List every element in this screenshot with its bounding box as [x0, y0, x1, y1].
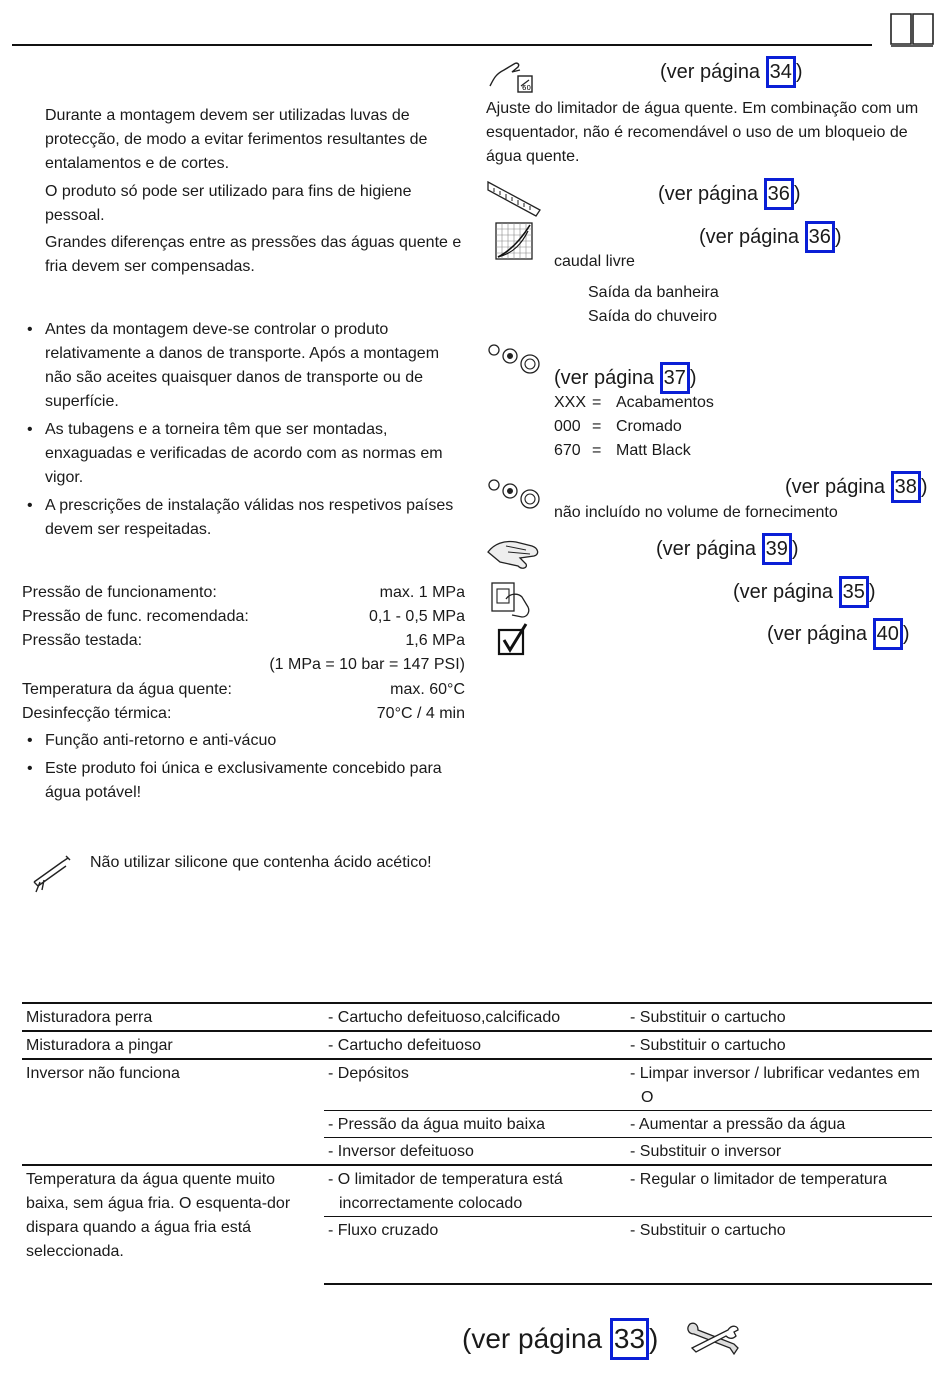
spec-label: Pressão de funcionamento: [22, 584, 217, 601]
page-number-link[interactable]: 35 [839, 576, 869, 608]
silicone-warning: Não utilizar silicone que contenha ácido acético! [90, 854, 432, 871]
hand-button-icon [488, 577, 536, 619]
finish-code-row: XXX = Acabamentos [554, 394, 714, 411]
table-row [22, 1059, 932, 1111]
spec-bullet: • Função anti-retorno e anti-vácuo [45, 729, 465, 753]
page-reference: (ver página 35 ) [733, 576, 876, 608]
spec-row [22, 605, 465, 629]
table-row [22, 1003, 932, 1031]
flow-diagram-icon [494, 221, 534, 261]
assembly-bullet: • A prescrições de instalação válidas nos respetivos países devem ser respeitadas. [45, 494, 465, 542]
spec-row [22, 581, 465, 605]
remedy-cell: - Substituir o cartucho [626, 1003, 932, 1031]
checkbox-icon [496, 622, 530, 658]
header-rule [12, 44, 872, 46]
flow-item: Saída do chuveiro [588, 308, 717, 325]
troubleshooting-table [22, 1002, 932, 1285]
remedy-cell: - Regular o limitador de temperatura [626, 1165, 932, 1217]
cause-cell: - Fluxo cruzado [324, 1217, 626, 1285]
assembly-bullet: • As tubagens e a torneira têm que ser montadas, enxaguadas e verificadas de acordo com as normas em vigor. [45, 418, 465, 490]
spec-value: max. 60°C [390, 681, 465, 698]
page-number-link[interactable]: 34 [766, 56, 796, 88]
spec-value: 0,1 - 0,5 MPa [368, 608, 465, 625]
flow-title: caudal livre [554, 253, 635, 270]
page-number-link[interactable]: 40 [873, 618, 903, 650]
remedy-cell: - Substituir o cartucho [626, 1217, 932, 1285]
spec-value: 70°C / 4 min [376, 705, 465, 722]
page-number-link[interactable]: 36 [764, 178, 794, 210]
limiter-description: Ajuste do limitador de água quente. Em combinação com um esquentador, não é recomendável o uso de um bloqueio de água quente. [486, 100, 919, 165]
safety-paragraph: Grandes diferenças entre as pressões das águas quente e fria devem ser compensadas. [45, 234, 462, 275]
finish-code-row: 000 = Cromado [554, 418, 682, 435]
spec-bullet: • Este produto foi única e exclusivamente concebido para água potável! [45, 757, 465, 805]
safety-paragraph: O produto só pode ser utilizado para fins de higiene pessoal. [45, 183, 412, 224]
safety-paragraph: Durante a montagem devem ser utilizadas luvas de protecção, de modo a evitar ferimentos resultantes de entalamentos e de cortes. [45, 107, 428, 172]
page-reference: (ver página 37 ) [554, 362, 697, 394]
spec-row [22, 678, 465, 702]
pressure-conversion-note: (1 MPa = 10 bar = 147 PSI) [269, 656, 465, 673]
remedy-cell: - Aumentar a pressão da água [626, 1111, 932, 1138]
page-reference: (ver página 36 ) [658, 178, 801, 210]
spec-label: Temperatura da água quente: [22, 681, 232, 698]
book-icon [889, 10, 935, 48]
spec-value: 1,6 MPa [405, 632, 465, 649]
page-reference: (ver página 40 ) [767, 618, 910, 650]
page-number-link[interactable]: 38 [891, 471, 921, 503]
hand-limiter-icon [486, 56, 534, 96]
parts-icon-2 [486, 475, 542, 511]
cause-cell: - Cartucho defeituoso [324, 1031, 626, 1059]
spec-label: Pressão de func. recomendada: [22, 608, 249, 625]
cause-cell: - Depósitos [324, 1059, 626, 1111]
page-reference: (ver página 34 ) [660, 56, 803, 88]
remedy-cell: - Substituir o inversor [626, 1138, 932, 1166]
spec-label: Desinfecção térmica: [22, 705, 172, 722]
parts-icon [486, 340, 542, 376]
problem-cell: Temperatura da água quente muito baixa, sem água fria. O esquenta-dor dispara quando a água fria está seleccionada. [22, 1165, 324, 1284]
page-number-link[interactable]: 36 [805, 221, 835, 253]
spec-row [22, 702, 465, 726]
page-number-link[interactable]: 39 [762, 533, 792, 565]
table-row [22, 1165, 932, 1217]
problem-cell: Inversor não funciona [22, 1059, 324, 1165]
flow-item: Saída da banheira [588, 284, 719, 301]
cause-cell: - O limitador de temperatura está incorrectamente colocado [324, 1165, 626, 1217]
ruler-icon [486, 178, 542, 218]
remedy-cell: - Limpar inversor / lubrificar vedantes em O [626, 1059, 932, 1111]
not-included-note: não incluído no volume de fornecimento [554, 504, 838, 521]
hand-cleaning-icon [486, 534, 542, 572]
problem-cell: Misturadora a pingar [22, 1031, 324, 1059]
spec-label: Pressão testada: [22, 632, 143, 649]
silicone-gun-icon [28, 852, 72, 894]
finish-code-row: 670 = Matt Black [554, 442, 691, 459]
page-number-link[interactable]: 33 [610, 1318, 649, 1360]
cause-cell: - Pressão da água muito baixa [324, 1111, 626, 1138]
remedy-cell: - Substituir o cartucho [626, 1031, 932, 1059]
spec-value: max. 1 MPa [379, 584, 465, 601]
svg-text:60: 60 [522, 84, 531, 92]
page-number-link[interactable]: 37 [660, 362, 690, 394]
page-reference: (ver página 38 ) [785, 471, 928, 503]
spec-row [22, 629, 465, 653]
wrench-icon [684, 1318, 740, 1358]
table-row [22, 1031, 932, 1059]
assembly-bullet: • Antes da montagem deve-se controlar o produto relativamente a danos de transporte. Após a montagem não são aceites quaisquer danos de transporte ou de superfície. [45, 318, 465, 414]
page-reference: (ver página 36 ) [699, 221, 842, 253]
problem-cell: Misturadora perra [22, 1003, 324, 1031]
cause-cell: - Inversor defeituoso [324, 1138, 626, 1166]
page-reference: (ver página 39 ) [656, 533, 799, 565]
page-reference: (ver página 33 ) [462, 1318, 658, 1360]
cause-cell: - Cartucho defeituoso,calcificado [324, 1003, 626, 1031]
